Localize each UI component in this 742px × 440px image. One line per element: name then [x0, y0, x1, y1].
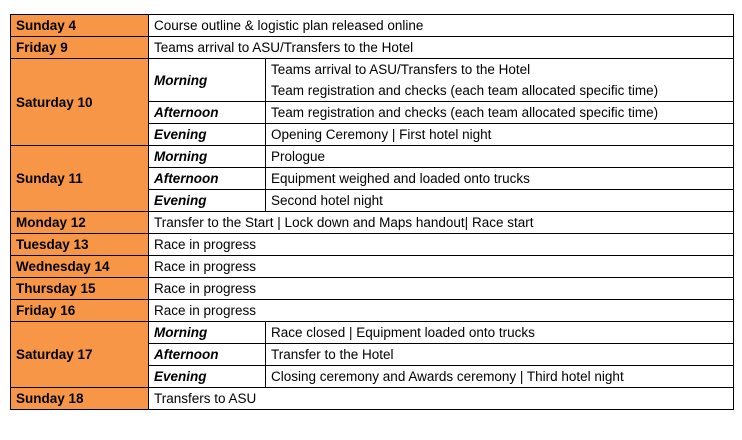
event-cell: Race in progress — [149, 256, 734, 278]
event-cell — [266, 59, 734, 102]
event-line: Team registration and checks (each team allocated specific time) — [271, 83, 659, 98]
event-cell: Transfer to the Hotel — [266, 344, 734, 366]
event-cell: Equipment weighed and loaded onto trucks — [266, 168, 734, 190]
event-cell: Race in progress — [149, 300, 734, 322]
table-row — [11, 146, 734, 168]
day-cell: Monday 12 — [11, 212, 149, 234]
event-cell: Closing ceremony and Awards ceremony | Third hotel night — [266, 366, 734, 388]
event-cell: Team registration and checks (each team allocated specific time) — [266, 102, 734, 124]
table-row — [11, 234, 734, 256]
day-cell: Sunday 11 — [11, 146, 149, 212]
event-cell: Transfers to ASU — [149, 388, 734, 410]
table-row — [11, 300, 734, 322]
event-cell: Opening Ceremony | First hotel night — [266, 124, 734, 146]
period-cell: Afternoon — [149, 102, 266, 124]
event-cell: Race closed | Equipment loaded onto trucks — [266, 322, 734, 344]
event-cell: Race in progress — [149, 234, 734, 256]
event-cell: Course outline & logistic plan released online — [149, 15, 734, 37]
schedule-table — [10, 14, 734, 410]
period-cell: Evening — [149, 124, 266, 146]
event-cell: Transfer to the Start | Lock down and Maps handout| Race start — [149, 212, 734, 234]
day-cell: Saturday 10 — [11, 59, 149, 146]
period-cell: Morning — [149, 146, 266, 168]
table-row — [11, 15, 734, 37]
day-cell: Sunday 4 — [11, 15, 149, 37]
period-cell: Afternoon — [149, 168, 266, 190]
table-row — [11, 322, 734, 344]
day-cell: Saturday 17 — [11, 322, 149, 388]
event-line: Teams arrival to ASU/Transfers to the Hotel — [271, 62, 531, 77]
table-row — [11, 256, 734, 278]
event-cell: Race in progress — [149, 278, 734, 300]
period-cell: Evening — [149, 190, 266, 212]
schedule-container — [10, 14, 734, 410]
period-cell: Morning — [149, 59, 266, 102]
table-row — [11, 212, 734, 234]
day-cell: Sunday 18 — [11, 388, 149, 410]
event-cell: Teams arrival to ASU/Transfers to the Hotel — [149, 37, 734, 59]
day-cell: Friday 9 — [11, 37, 149, 59]
period-cell: Afternoon — [149, 344, 266, 366]
day-cell: Wednesday 14 — [11, 256, 149, 278]
event-cell: Prologue — [266, 146, 734, 168]
day-cell: Thursday 15 — [11, 278, 149, 300]
table-row — [11, 59, 734, 102]
period-cell: Morning — [149, 322, 266, 344]
event-cell: Second hotel night — [266, 190, 734, 212]
day-cell: Tuesday 13 — [11, 234, 149, 256]
table-row — [11, 278, 734, 300]
table-row — [11, 37, 734, 59]
period-cell: Evening — [149, 366, 266, 388]
day-cell: Friday 16 — [11, 300, 149, 322]
table-row — [11, 388, 734, 410]
